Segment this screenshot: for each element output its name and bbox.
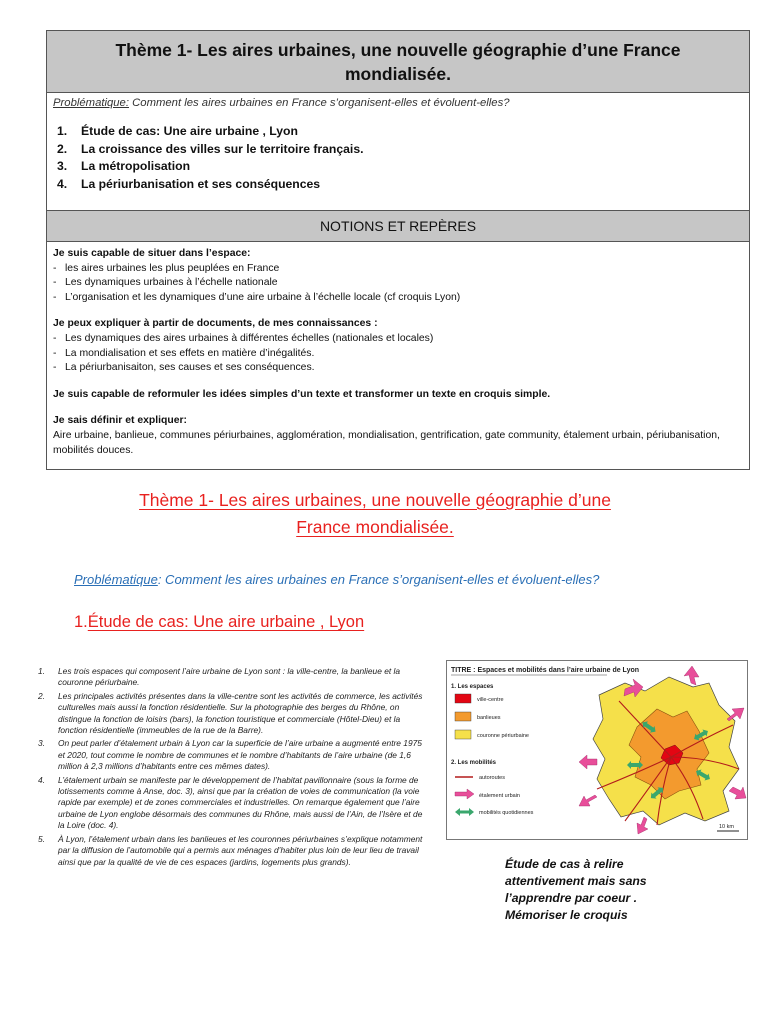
summary-table (46, 30, 750, 470)
legend-mob-heading: 2. Les mobilités (451, 760, 497, 766)
plan-text: La périurbanisation et ses conséquences (81, 176, 321, 191)
pink-arrow-icon (727, 708, 744, 721)
plan-number: 1. (57, 124, 68, 138)
theme-title: Thème 1- Les aires urbaines, une nouvelle géographie d’une France mondialisée. (47, 31, 749, 93)
legend-label: étalement urbain (479, 793, 520, 799)
plan-text: La croissance des villes sur le territoire français. (81, 141, 364, 156)
locate-item: - Les dynamiques urbaines à l’échelle nationale (53, 276, 743, 291)
legend-label: ville-centre (477, 697, 504, 703)
lyon-sketch-map (446, 660, 748, 840)
section-title-line1: Thème 1- Les aires urbaines, une nouvelle géographie d’une (139, 490, 611, 510)
pink-arrow-icon (579, 755, 597, 769)
plan-item (53, 158, 743, 176)
explain-item: - La mondialisation et ses effets en matière d’inégalités. (53, 347, 743, 362)
map-caption: Étude de cas à relire attentivement mais sans l’apprendre par coeur . Mémoriser le croquis (505, 857, 647, 922)
define-heading: Je sais définir et expliquer: (53, 415, 187, 427)
map-title: TITRE : Espaces et mobilités dans l’aire urbaine de Lyon (451, 667, 640, 674)
plan-number: 4. (57, 176, 68, 191)
answer-number: 1. (38, 666, 45, 676)
plan-item (53, 123, 743, 141)
locate-group (53, 247, 743, 305)
plan-text: Étude de cas: Une aire urbaine , Lyon (81, 124, 298, 138)
answer-number: 3. (38, 738, 45, 749)
answer-list (38, 666, 430, 870)
problem-text: Comment les aires urbaines en France s’organisent-elles et évoluent-elles? (128, 97, 510, 109)
answer-item (38, 834, 430, 868)
section-problem-text: : Comment les aires urbaines en France s’organisent-elles et évoluent-elles? (157, 572, 600, 587)
case-study-title: Étude de cas: Une aire urbaine , Lyon (87, 613, 365, 631)
legend-label: mobilités quotidiennes (479, 810, 534, 816)
pink-arrow-icon (729, 787, 746, 799)
plan-number: 2. (57, 141, 68, 156)
legend-label: autoroutes (479, 775, 505, 781)
pink-arrow-icon (684, 666, 699, 685)
answer-item (38, 666, 430, 689)
problem-statement (53, 97, 743, 109)
define-text: Aire urbaine, banlieue, communes périurbaines, agglomération, mondialisation, gentrification, gate community, étalement urbain, périubanisation, mobilités douces. (53, 429, 720, 456)
define-group (53, 414, 743, 458)
legend-pink-arrow-icon (455, 789, 474, 799)
answer-number: 5. (38, 833, 45, 844)
explain-item-text: La mondialisation et ses effets en matière d’inégalités. (65, 347, 315, 359)
locate-item-text: les aires urbaines les plus peuplées en France (65, 262, 280, 274)
section-title (60, 487, 690, 541)
plan-list (53, 123, 743, 193)
answer-item (38, 775, 430, 832)
map-svg (447, 661, 747, 839)
plan-text: La métropolisation (81, 159, 191, 173)
scale-label: 10 km (719, 824, 734, 830)
answer-item (38, 691, 430, 737)
locate-item: - L’organisation et les dynamiques d’une aire urbaine à l’échelle locale (cf croquis Lyon) (53, 291, 743, 306)
locate-item-text: Les dynamiques urbaines à l’échelle nationale (65, 277, 278, 289)
answer-text: À Lyon, l’étalement urbain dans les banlieues et les couronnes périurbaines s’explique notamment par la diffusion de l’automobile qui a permis aux ménages d’habiter plus loin de leur lieu de travail ainsi que par la qualité de vie de ces espaces (jardins, logements plus grands). (58, 833, 423, 867)
locate-item-text: L’organisation et les dynamiques d’une aire urbaine à l’échelle locale (cf croquis Lyon) (65, 291, 461, 303)
plan-item (53, 176, 743, 194)
answer-item (38, 738, 430, 772)
explain-heading: Je peux expliquer à partir de documents, de mes connaissances : (53, 318, 378, 330)
section-title-line2: France mondialisée. (296, 517, 454, 537)
reformulate-skill: Je suis capable de reformuler les idées simples d’un texte et transformer un texte en croquis simple. (53, 388, 551, 400)
explain-item: - Les dynamiques des aires urbaines à différentes échelles (nationales et locales) (53, 332, 743, 347)
section-problem-label: Problématique (74, 572, 158, 587)
explain-item-text: La périurbanisaiton, ses causes et ses conséquences. (65, 362, 315, 374)
legend-green-arrow-icon (455, 808, 474, 816)
answer-number: 4. (38, 774, 45, 785)
section-problem (74, 572, 599, 587)
problem-cell (47, 93, 749, 211)
pink-arrow-icon (637, 817, 648, 834)
answer-text: Les principales activités présentes dans la ville-centre sont les activités de commerce, les activités culturelles mais aussi la fonction résidentielle. Sur la photographie des berges du Rhône, on distingue la fonction de loisirs (bars), la fonction touristique et commerciale (Hôtel-Dieu) et la fonction résidentielle (immeubles de la rue de la Barre). (58, 690, 423, 736)
legend-swatch-periurban (455, 730, 471, 739)
legend-swatch-suburbs (455, 712, 471, 721)
plan-number: 3. (57, 159, 68, 173)
locate-heading: Je suis capable de situer dans l’espace: (53, 248, 251, 259)
explain-group (53, 317, 743, 375)
plan-item (53, 141, 743, 159)
legend-label: couronne périurbaine (477, 733, 529, 739)
notions-heading: NOTIONS ET REPÈRES (47, 211, 749, 242)
answer-text: Les trois espaces qui composent l’aire urbaine de Lyon sont : la ville-centre, la banlieue et la couronne périurbaine. (58, 666, 401, 688)
explain-item: - La périurbanisaiton, ses causes et ses conséquences. (53, 361, 743, 376)
answer-number: 2. (38, 690, 45, 701)
case-study-number: 1. (74, 613, 88, 631)
legend-spaces-heading: 1. Les espaces (451, 684, 494, 690)
answer-text: On peut parler d’étalement urbain à Lyon car la superficie de l’aire urbaine a augmenté entre 1975 et 2020, tout comme le nombre de communes et le nombre d’habitants de l’aire urbaine (de 1,6 million à 2,3 millions d’habitants entre ces mêmes dates). (58, 738, 422, 772)
legend-swatch-city (455, 694, 471, 703)
case-study-heading (74, 613, 364, 632)
explain-item-text: Les dynamiques des aires urbaines à différentes échelles (nationales et locales) (65, 332, 434, 344)
skills-cell (47, 242, 749, 469)
locate-item: - les aires urbaines les plus peuplées en France (53, 262, 743, 277)
pink-arrow-icon (579, 795, 597, 806)
answer-text: L’étalement urbain se manifeste par le développement de l’habitat pavillonnaire (sous la forme de lotissements comme à Anse, doc. 3), ainsi que par la création de voies de communication (la voie rapide par exemple) et de zones commerciales et industrielles. On remarque également que l’aire urbaine de Lyon englobe désormais des communes du Rhône, mais aussi de l’Ain, de l’Isère et de la Loire (doc. 4). (58, 774, 423, 831)
legend-label: banlieues (477, 715, 501, 721)
problem-label: Problématique: (53, 97, 129, 109)
